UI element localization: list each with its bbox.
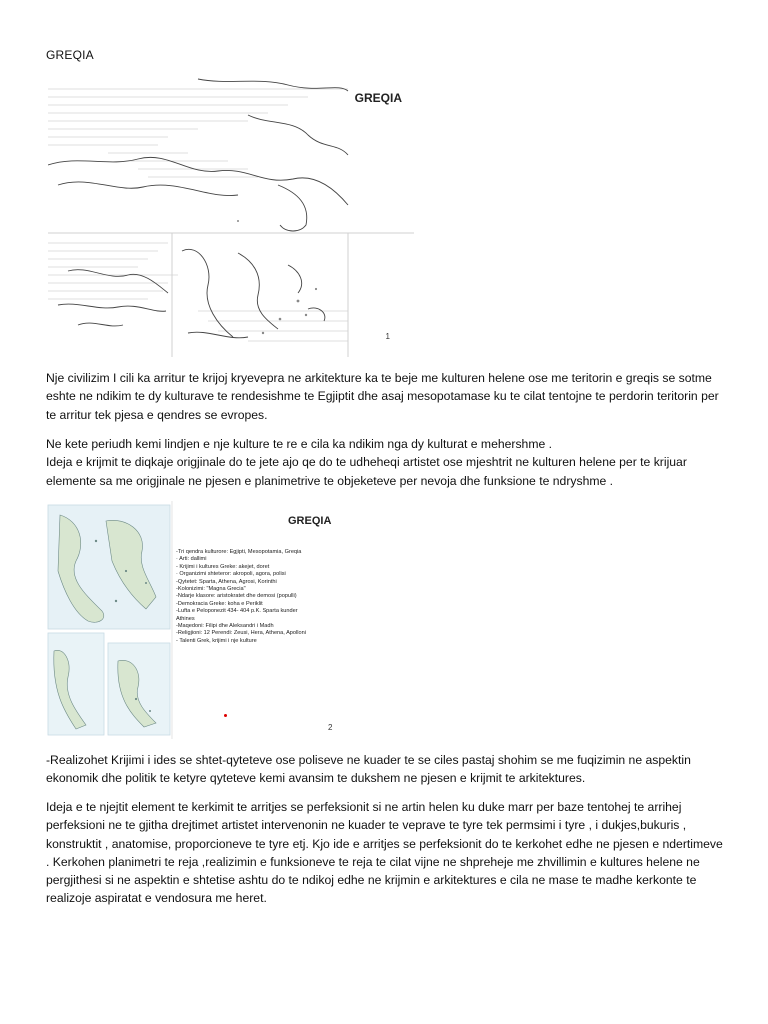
red-marker-dot [224, 714, 227, 717]
paragraph-polis [46, 751, 726, 788]
outline-item: -Religjioni: 12 Perendi: Zeusi, Hera, Athena, Apolloni [176, 630, 306, 637]
slide-outline-list [176, 549, 348, 645]
paragraph-intro [46, 369, 726, 424]
outline-item: -Qytetet: Sparta, Athena, Agrosi, Korinthi [176, 578, 277, 585]
outline-item: -Demokracia Greke: koha e Periklit [176, 600, 263, 607]
outline-item: -Maqedoni: Filipi dhe Aleksandri i Madh [176, 623, 274, 630]
outline-item: -Ndarje klasore: aristokratet dhe demosi (populli) [176, 593, 297, 600]
slide-title: GREQIA [288, 515, 332, 527]
outline-item: Athines [176, 615, 195, 622]
paragraph-perfection [46, 798, 726, 908]
mediterranean-map-image [48, 75, 414, 357]
map-title: GREQIA [354, 91, 402, 105]
slide-page-number: 2 [328, 723, 333, 732]
outline-item: · Arti: dallimi [176, 556, 207, 563]
greece-map-figure [48, 75, 414, 357]
figure-page-number: 1 [385, 332, 390, 341]
paragraph-polis-text: -Realizohet Krijimi i ides se shtet-qyteteve ose poliseve ne kuader te se ciles pastaj shohim se me fuqizimin ne aspektin ekonomik dhe politik te ketyre qyteteve kemi avansim te dukshem ne pjesen e krijmit te arkitektures. [46, 753, 691, 786]
outline-item: · Organizimi shteteror: akropoli, agora, polisi [176, 571, 286, 578]
outline-item: -Kolonizimi: "Magna Grecia" [176, 586, 246, 593]
outline-item: - Talenti Grek, krijimi i nje kulture [176, 637, 257, 644]
paragraph-intro-text: Nje civilizim I cili ka arritur te krijoj kryevepra ne arkitekture ka te beje me kulturen helene ose me teritorin e greqis se sotme eshte ne ndikim te dy kulturave te rendesishme te Egjiptit dhe asaj mesopotamase ku te cilat tentojne te perdorin teritorin per te arritur tek pjesa e qendres se evropes. [46, 371, 719, 422]
paragraph-new-culture-line1: Ne kete periudh kemi lindjen e nje kulture te re e cila ka ndikim nga dy kulturat e mehershme . [46, 437, 553, 451]
paragraph-perfection-text: Ideja e te njejtit element te kerkimit te arritjes se perfeksionit si ne artin helen ku duke marr per baze tentohej te arrihej perfeksioni ne te gjitha drejtimet artistet intervenonin ne kuader te veprave te tyre tek permsimi i tyre , i dukjes,bukuris , konstruktit , anatomise, proporcioneve te tyre etj. Kjo ide e arritjes se perfeksionit do te kerkohet edhe ne pjesen e ndertimeve . Kerkohen planimetri te reja ,realizimin e funksioneve te reja te cilat vijne ne shpreheje me zhvillimin e kultures helene ne pergjithesi si ne aspektin e shtetise ashtu do te ndikoj edhe ne krijmin e arkitektures e cila ne mase te madhe kerkonte te realizoje aspiratat e vendosura me heret. [46, 800, 723, 906]
greece-outline-slide [46, 501, 350, 739]
document-heading: GREQIA [46, 48, 94, 62]
outline-item: - Krijimi i kultures Greke: akejet, doret [176, 563, 270, 570]
paragraph-new-culture [46, 435, 726, 490]
outline-item: -Tri qendra kulturore: Egjipti, Mesopotamia, Greqia [176, 549, 302, 555]
paragraph-new-culture-line2: Ideja e krijmit te diqkaje origjinale do te jete ajo qe do te udheheqi artistet ose mjeshtrit ne kulturen helene per te krijuar elemente sa me origjinale ne pjesen e planimetrive te objeketeve per nevoja dhe funksione te ndryshme . [46, 455, 687, 488]
outline-item: -Lufta e Peloponezit 434- 404 p.K. Sparta kunder [176, 608, 298, 615]
